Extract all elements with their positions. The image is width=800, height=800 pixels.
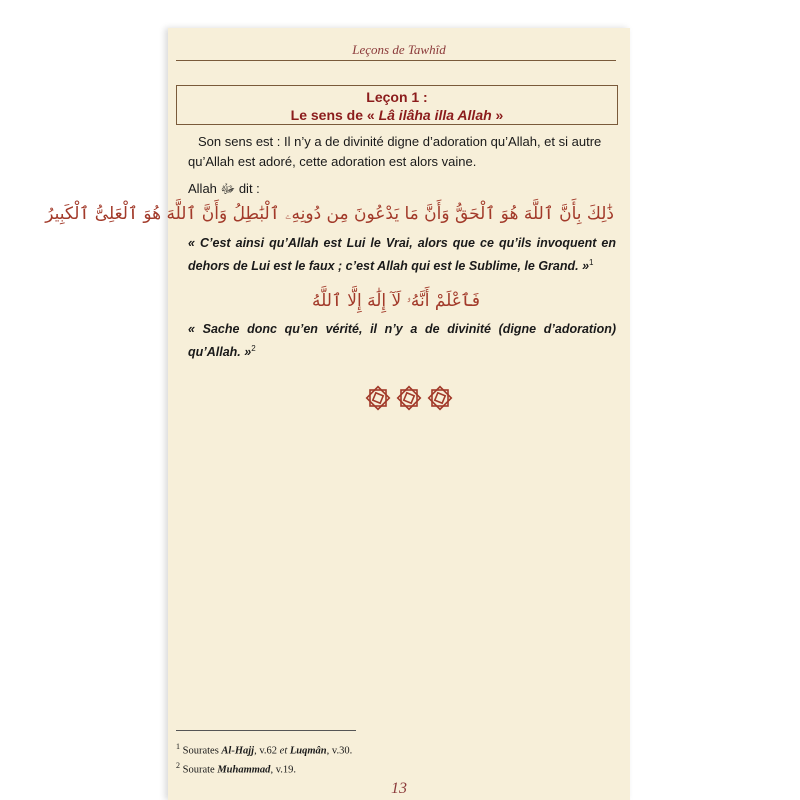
quote-2-text: « Sache donc qu’en vérité, il n’y a de divinité (digne d’adoration) qu’Allah. » xyxy=(188,322,616,360)
quote-translation-1 xyxy=(188,234,616,276)
footnote-2: $^2$ Sourate Muhammad, v.19. xyxy=(176,760,297,775)
book-page xyxy=(45,28,630,800)
paragraph-meaning-text: Son sens est : Il n’y a de divinité digne d’adoration qu’Allah, et si autre qu’Allah est adoré, cette adoration est alors vaine. xyxy=(188,134,602,169)
footnotes xyxy=(176,740,352,777)
ornament-divider xyxy=(364,384,454,412)
lesson-subtitle xyxy=(177,106,617,124)
page-number: 13 xyxy=(391,780,407,797)
quote-translation-2 xyxy=(188,320,616,362)
lesson-subtitle-emphasis: Lâ ilâha illa Allah xyxy=(378,107,492,123)
lesson-title-box xyxy=(176,85,618,125)
footnote-rule xyxy=(176,730,356,731)
arabic-verse-2: فَٱعْلَمْ أَنَّهُۥ لَآ إِلَٰهَ إِلَّا ٱللَّهُ xyxy=(311,291,481,311)
lesson-number: Leçon 1 : xyxy=(366,89,428,105)
quote-1-text: « C’est ainsi qu’Allah est Lui le Vrai, alors que ce qu’ils invoquent en dehors de Lui est le faux ; c’est Allah qui est le Sublime, le Grand. » xyxy=(188,236,616,274)
star-ornaments-icon xyxy=(364,384,454,412)
allah-says: Allah ﷻ dit : xyxy=(188,181,260,196)
paragraph-meaning xyxy=(188,132,612,172)
footnote-1: $^1$ Sourates Al-Hajj, v.62 et Luqmân, v.30. xyxy=(176,742,353,757)
lesson-subtitle-suffix: » xyxy=(495,107,504,123)
footnote-ref-1[interactable]: 1 xyxy=(589,258,594,267)
lesson-subtitle-prefix: Le sens de « xyxy=(290,107,375,123)
running-head: Leçons de Tawhîd xyxy=(352,42,446,57)
arabic-verse-1: ذَٰلِكَ بِأَنَّ ٱللَّهَ هُوَ ٱلْحَقُّ وَأَنَّ مَا يَدْعُونَ مِن دُونِهِۦ ٱلْبَٰطِلُ وَأَنَّ ٱللَّهَ هُوَ ٱلْعَلِىُّ ٱلْكَبِيرُ xyxy=(45,204,614,224)
header-rule xyxy=(176,60,616,61)
footnote-ref-2[interactable]: 2 xyxy=(251,344,256,353)
